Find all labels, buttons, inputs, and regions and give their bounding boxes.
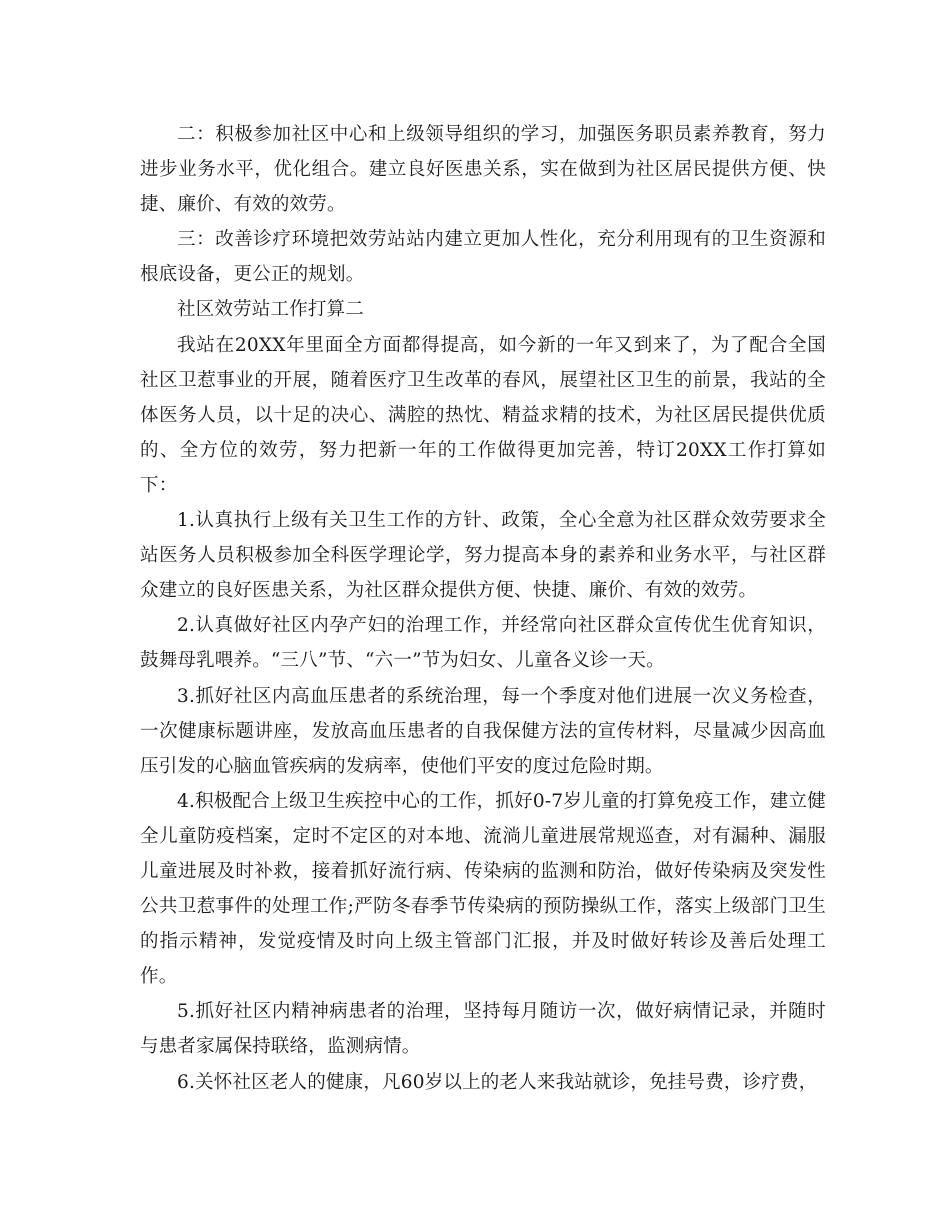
paragraph-1: 二：积极参加社区中心和上级领导组织的学习，加强医务职员素养教育，努力进步业务水平，优化组合。建立良好医患关系，实在做到为社区居民提供方便、快捷、廉价、有效的效劳。	[140, 124, 826, 216]
paragraph-intro: 我站在20XX年里面全方面都得提高，如今新的一年又到来了，为了配合全国社区卫惹事业的开展，随着医疗卫生改革的春风，展望社区卫生的前景，我站的全体医务人员，以十足的决心、满腔的热忱、精益求精的技术，为社区居民提供优质的、全方位的效劳，努力把新一年的工作做得更加完善，特订20XX工作打算如下：	[140, 334, 826, 496]
list-item-3: 3.抓好社区内高血压患者的系统治理，每一个季度对他们进展一次义务检查，一次健康标题讲座，发放高血压患者的自我保健方法的宣传材料，尽量减少因高血压引发的心脑血管疾病的发病率，使他们平安的度过危险时期。	[140, 685, 826, 777]
list-item-6: 6.关怀社区老人的健康，凡60岁以上的老人来我站就诊，免挂号费，诊疗费，	[177, 1071, 818, 1093]
list-item-2: 2.认真做好社区内孕产妇的治理工作，并经常向社区群众宣传优生优育知识，鼓舞母乳喂养。“三八”节、“六一”节为妇女、儿童各义诊一天。	[140, 615, 826, 672]
list-item-4: 4.积极配合上级卫生疾控中心的工作，抓好0-7岁儿童的打算免疫工作，建立健全儿童防疫档案，定时不定区的对本地、流淌儿童进展常规巡查，对有漏种、漏服儿童进展及时补救，接着抓好流行病、传染病的监测和防治，做好传染病及突发性公共卫惹事件的处理工作;严防冬春季节传染病的预防操纵工作，落实上级部门卫生的指示精神，发觉疫情及时向上级主管部门汇报，并及时做好转诊及善后处理工作。	[140, 790, 826, 988]
list-item-1: 1.认真执行上级有关卫生工作的方针、政策，全心全意为社区群众效劳要求全站医务人员积极参加全科医学理论学，努力提高本身的素养和业务水平，与社区群众建立的良好医患关系，为社区群众提供方便、快捷、廉价、有效的效劳。	[140, 510, 826, 602]
list-item-5: 5.抓好社区内精神病患者的治理，坚持每月随访一次，做好病情记录，并随时与患者家属保持联络，监测病情。	[140, 1001, 826, 1058]
paragraph-2: 三：改善诊疗环境把效劳站站内建立更加人性化，充分利用现有的卫生资源和根底设备，更公正的规划。	[140, 229, 826, 286]
section-heading: 社区效劳站工作打算二	[177, 299, 365, 321]
document-body	[140, 117, 826, 1100]
